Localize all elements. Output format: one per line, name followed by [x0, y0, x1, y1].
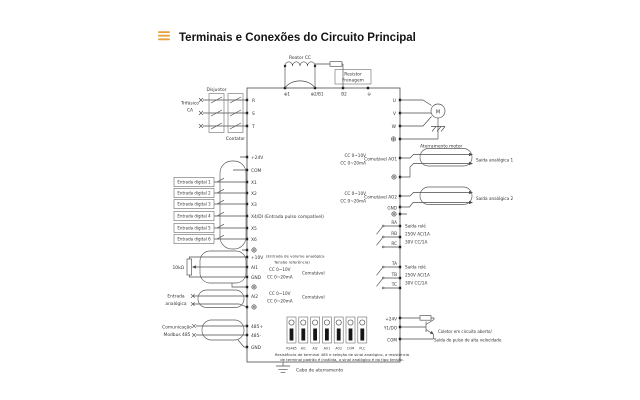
earth-terminal-icon [252, 285, 256, 289]
terminal-rb: RB [391, 231, 397, 236]
terminal-10v: +10V [251, 256, 264, 261]
terminal-plus1: ⊕1 [283, 91, 291, 97]
ao-wire-arrows [469, 153, 473, 204]
dip-label-ao2: AO2 [335, 346, 343, 351]
dip-switch [287, 317, 296, 343]
terminal-ao2: Comutável AO2 [364, 194, 397, 200]
comm-x-marks [192, 324, 196, 337]
terminal-ta: TA [391, 261, 397, 266]
digital-input-switch-strokes [217, 178, 224, 239]
ai1-range-2: CC 0~20mA [267, 274, 293, 280]
entrada-digital-4: Entrada digital 4 [177, 213, 211, 219]
relay1-label-2: 250V AC/1A [405, 231, 430, 237]
power-wires [203, 100, 247, 126]
terminal-x1: X1 [251, 181, 257, 186]
open-collector-note-1: Coletor em circuito aberto/ [438, 329, 492, 334]
dip-label-plc: PLC [359, 346, 366, 351]
modbus-label: Modbus 485 [163, 333, 191, 338]
terminal-ai1: AI1 [251, 266, 259, 271]
relay1-label-3: 30V CC/1A [405, 239, 428, 245]
relay-contact-points [382, 225, 384, 289]
shield-cable-digital [220, 161, 246, 249]
supply-x-marks [199, 98, 203, 128]
terminal-plus2-b1: ⊕2/B1 [310, 91, 324, 97]
dc-bus-jumper [285, 81, 315, 88]
inverter-block [247, 88, 400, 362]
saida-analogica-1-label: Saída analógica 1 [476, 157, 514, 163]
pot-value-label: 10kΩ [172, 266, 184, 271]
cabo-aterramento-label: Cabo de aterramento [296, 368, 344, 374]
terminal-v: V [392, 112, 396, 117]
ai1-switchable: Comutável [302, 270, 325, 276]
terminal-gnd-ao: GND [387, 205, 397, 211]
terminal-t: T [252, 125, 255, 130]
y1do-wires [400, 318, 434, 339]
terminal-r: R [252, 99, 256, 104]
ai2-switchable: Comutável [302, 294, 325, 300]
shield-cable-comm [202, 320, 244, 340]
motor-m-label: M [435, 109, 441, 116]
contator-label: Contator [225, 137, 246, 142]
entrada-digital-2: Entrada digital 2 [177, 190, 211, 196]
terminal-s: S [252, 112, 255, 117]
motor-wires [400, 100, 441, 139]
terminal-dots [246, 65, 401, 348]
entrada-digital-3: Entrada digital 3 [177, 201, 211, 207]
ground-symbol [276, 362, 290, 373]
relay2-label-3: 30V CC/1A [405, 280, 428, 286]
terminal-485p: 485+ [251, 325, 264, 330]
terminal-485n: 485- [251, 334, 261, 339]
terminal-u: U [392, 99, 396, 104]
relay2-label-1: Saída relé [405, 264, 426, 270]
menu-icon[interactable] [158, 31, 170, 40]
earth-terminal-icon [252, 248, 256, 252]
terminal-y1do: Y1/DO [383, 325, 397, 331]
terminal-com: COM [251, 169, 262, 175]
dc-bus-wires [285, 64, 343, 88]
ai1-note-2: Tensão referência) [274, 259, 310, 265]
terminal-gnd-comm: GND [251, 346, 262, 351]
entrada-digital-5: Entrada digital 5 [177, 225, 211, 231]
ai1-note-1: (Entrada de volume analógica [266, 253, 325, 259]
open-collector-note-2: Saída de pulso de alta velocidade [434, 337, 502, 343]
dip-label-ai1: AI1 [300, 346, 306, 351]
digital-input-wires [214, 157, 247, 250]
entrada-digital-1: Entrada digital 1 [177, 179, 211, 185]
terminal-ai2: AI2 [251, 295, 259, 300]
dip-switch-bank[interactable] [287, 317, 367, 343]
resistor-frenagem-label-2: Frenagem [342, 78, 364, 84]
entrada-analogica-2: analógica [165, 302, 187, 307]
terminal-24v: +24V [251, 156, 264, 162]
potentiometer-symbol [187, 259, 192, 275]
dip-label-rs485: RS485 [286, 346, 297, 351]
dip-switch [358, 317, 367, 343]
terminal-24v-out: +24V [385, 316, 397, 322]
terminal-x6: X6 [251, 238, 257, 243]
aterramento-motor-label: Aterramento motor [420, 144, 463, 150]
dip-switch [299, 317, 308, 343]
dip-label-ai2: AI2 [312, 346, 318, 351]
braking-resistor-symbol [330, 62, 342, 67]
relay2-label-2: 250V AC/1A [405, 272, 430, 278]
dip-caption-2: de terminal padrão é inválida, o sinal analógico é do tipo tensão. [280, 357, 404, 362]
terminal-x3: X3 [251, 203, 257, 208]
ao2-range-2: CC 0~20mA [340, 198, 366, 204]
entrada-digital-6: Entrada digital 6 [177, 236, 211, 242]
ai2-range-2: CC 0~20mA [267, 298, 293, 304]
saida-analogica-2-label: Saída analógica 2 [476, 196, 514, 201]
analog-output-wires [400, 155, 469, 215]
ai2-range-1: CC 0~10V [269, 291, 291, 296]
relay-contact-strokes [377, 227, 383, 286]
pot-wiper-arrow [192, 265, 196, 268]
earth-terminal-icon [392, 175, 396, 179]
terminal-tc: TC [391, 282, 397, 287]
terminal-tb: TB [391, 272, 397, 277]
dip-caption-1: Resistência de terminal 485 e seleção de sinal analógico, a resistência [274, 352, 410, 357]
dip-label-ao1: AO1 [323, 346, 331, 351]
dc-reactor-coil [285, 62, 315, 66]
terminal-x4-di: X4/DI (Entrada pulso compatível) [251, 215, 324, 220]
dip-switch [311, 317, 320, 343]
shield-cable-ai2 [198, 290, 244, 308]
disjuntor-label: Disjuntor [206, 88, 227, 93]
dip-switch [334, 317, 343, 343]
earth-terminal-icon [392, 212, 396, 216]
terminal-x2: X2 [251, 192, 257, 197]
page-title: Terminais e Conexões do Circuito Principal [179, 32, 416, 44]
ao1-range-2: CC 0~20mA [340, 160, 366, 166]
earth-terminal-icon [391, 137, 395, 141]
dip-switch [346, 317, 355, 343]
entrada-analogica-1: Entrada [167, 294, 185, 300]
ao2-range-1: CC 0~10V [344, 191, 366, 196]
terminal-com-out: COM [387, 337, 397, 343]
terminal-rc: RC [391, 241, 397, 246]
ai1-range-1: CC 0~10V [269, 267, 291, 272]
shield-cable-ao2 [420, 187, 472, 205]
terminal-b2: B2 [341, 91, 347, 97]
terminal-w: W [391, 125, 396, 130]
trifasico-label-2: CA [186, 108, 194, 114]
trifasico-label-1: Trifásico [181, 101, 199, 107]
dip-switch [322, 317, 331, 343]
dip-label-com: COM [346, 346, 355, 351]
resistor-frenagem-label-1: Resistor [344, 72, 362, 78]
terminal-ra: RA [391, 220, 397, 225]
pullup-resistor-symbol [420, 316, 431, 321]
comunicacao-label: Comunicação [162, 325, 192, 331]
digital-input-row-boxes [174, 177, 214, 243]
terminal-minus: ⊖ [367, 91, 371, 97]
relay1-label-1: Saída relé [405, 223, 426, 229]
terminal-ao1: Comutável AO1 [364, 156, 397, 162]
earth-terminal-icon [252, 305, 256, 309]
reator-cc-label: Reator CC [289, 56, 311, 61]
comm-wires [196, 326, 247, 347]
terminal-x5: X5 [251, 227, 257, 232]
terminal-gnd-ai: GND [251, 276, 262, 281]
ao1-range-1: CC 0~10V [344, 153, 366, 158]
